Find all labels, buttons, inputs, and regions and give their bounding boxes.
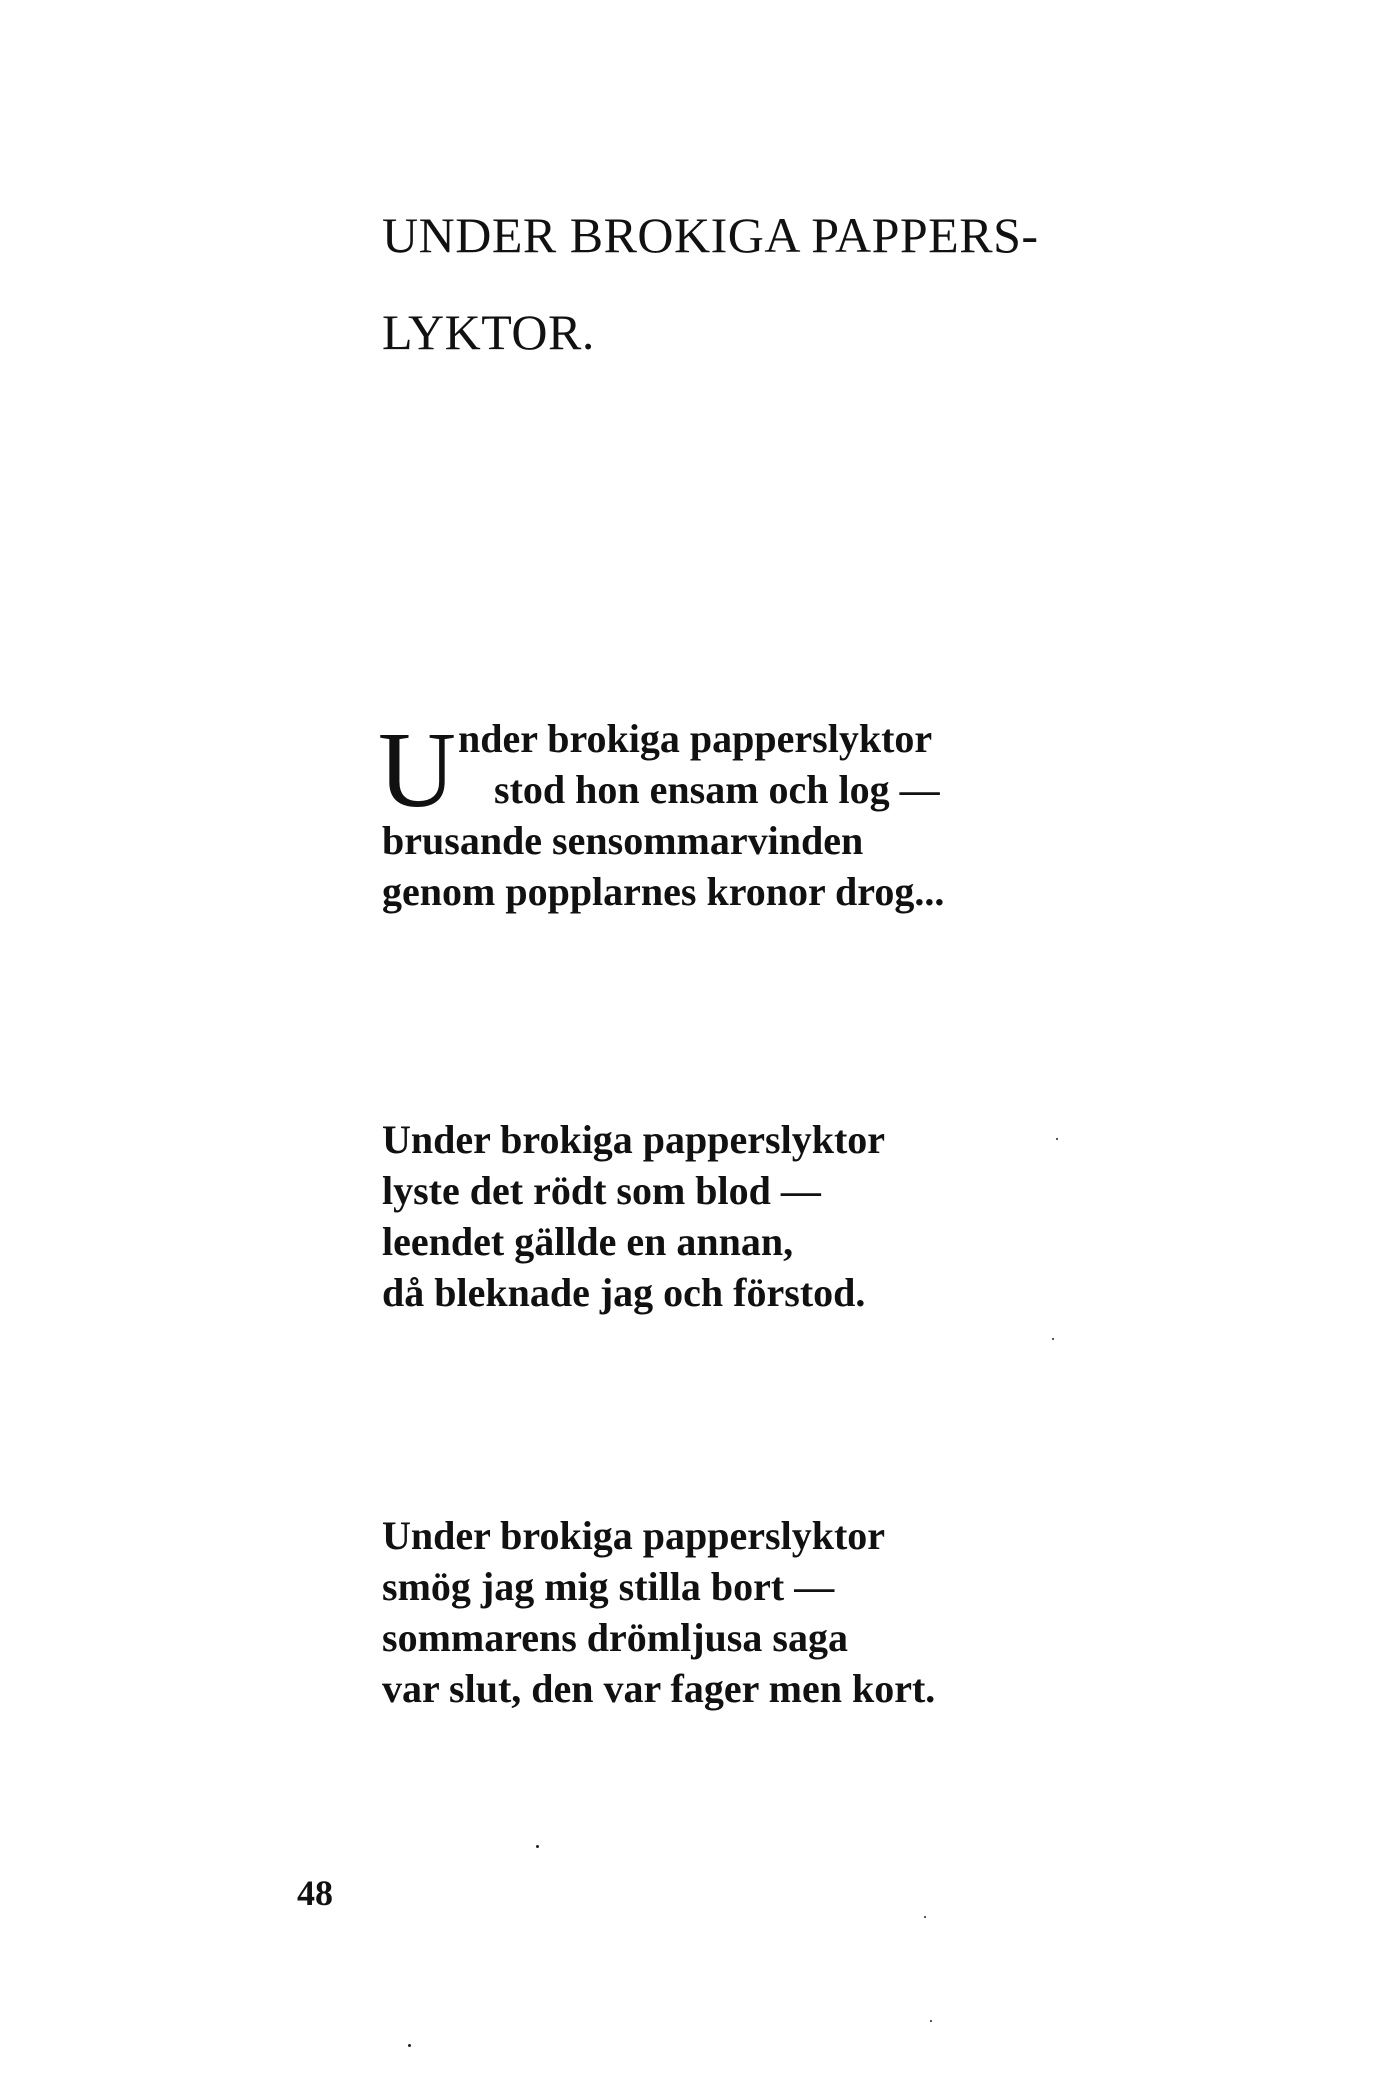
title-line-1: UNDER BROKIGA PAPPERS-	[382, 207, 1039, 263]
stanza-3-line-2: smög jag mig stilla bort —	[382, 1564, 835, 1609]
stanza-2-line-1: Under brokiga papperslyktor	[382, 1117, 886, 1162]
stanza-1-line-4: genom popplarnes kronor drog...	[382, 869, 945, 914]
stanza-1-line-1-text: nder brokiga papperslyktor	[458, 716, 933, 761]
stanza-2-line-3: leendet gällde en annan,	[382, 1219, 794, 1264]
stanza-3-line-3: sommarens drömljusa saga	[382, 1615, 848, 1660]
stanza-3	[382, 1510, 935, 1714]
stanza-1	[378, 711, 945, 917]
stanza-3-line-4: var slut, den var fager men kort.	[382, 1666, 936, 1711]
stanza-2	[382, 1114, 885, 1318]
scan-speck	[1056, 1138, 1058, 1140]
stanza-3-line-1: Under brokiga papperslyktor	[382, 1513, 886, 1558]
scan-speck	[408, 2044, 411, 2047]
page-number: 48	[297, 1873, 333, 1913]
stanza-1-line-2: stod hon ensam och log —	[494, 767, 940, 812]
drop-cap: U	[378, 711, 456, 830]
stanza-2-line-4: då bleknade jag och förstod.	[382, 1270, 866, 1315]
title-line-2: LYKTOR.	[382, 304, 595, 360]
scan-speck	[930, 2020, 932, 2022]
scan-speck	[1052, 1338, 1054, 1340]
scan-speck	[924, 1916, 926, 1918]
poem-title	[382, 207, 1039, 360]
scan-speck	[536, 1845, 539, 1848]
stanza-1-line-3: brusande sensommarvinden	[382, 818, 864, 863]
stanza-2-line-2: lyste det rödt som blod —	[382, 1168, 821, 1213]
